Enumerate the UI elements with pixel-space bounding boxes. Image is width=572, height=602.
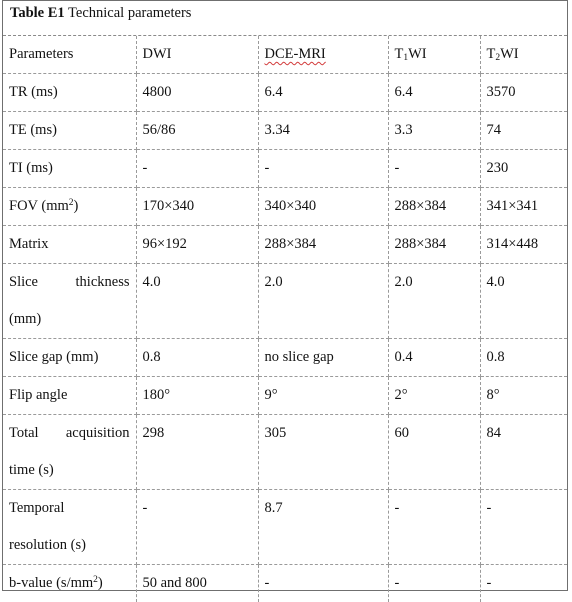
cell-t1: 6.4 — [388, 74, 480, 112]
table-row — [3, 188, 567, 226]
cell-t1: 3.3 — [388, 112, 480, 150]
row-label: Matrix — [3, 226, 136, 264]
table-caption — [3, 1, 567, 36]
cell-dce: 305 — [258, 415, 388, 490]
cell-t2: 74 — [480, 112, 567, 150]
cell-t1: 0.4 — [388, 339, 480, 377]
row-label: FOV $(mm^2)$ — [3, 188, 136, 226]
cell-dce: 288×384 — [258, 226, 388, 264]
table-row — [3, 74, 567, 112]
cell-t2: - — [480, 490, 567, 565]
cell-t1: - — [388, 150, 480, 188]
cell-t1: 60 — [388, 415, 480, 490]
row-label: TE (ms) — [3, 112, 136, 150]
cell-t2: 4.0 — [480, 264, 567, 339]
row-label: TI (ms) — [3, 150, 136, 188]
cell-t1: - — [388, 490, 480, 565]
cell-t2: 314×448 — [480, 226, 567, 264]
cell-dwi: 180° — [136, 377, 258, 415]
cell-t1: 2.0 — [388, 264, 480, 339]
header-t2wi: $T_2WI$ — [480, 36, 567, 74]
cell-dce: 8.7 — [258, 490, 388, 565]
cell-t1: - — [388, 565, 480, 602]
parameters-grid — [3, 36, 567, 602]
cell-t1: 288×384 — [388, 226, 480, 264]
technical-parameters-table — [2, 0, 568, 591]
cell-dce: 9° — [258, 377, 388, 415]
cell-t2: 84 — [480, 415, 567, 490]
cell-t1: 288×384 — [388, 188, 480, 226]
cell-dwi: 298 — [136, 415, 258, 490]
row-label: Temporal resolution (s) — [3, 490, 136, 565]
cell-dce: - — [258, 150, 388, 188]
cell-dwi: 4.0 — [136, 264, 258, 339]
table-row — [3, 490, 567, 565]
cell-dwi: - — [136, 490, 258, 565]
cell-t2: 341×341 — [480, 188, 567, 226]
cell-dwi: 96×192 — [136, 226, 258, 264]
cell-dce: 2.0 — [258, 264, 388, 339]
cell-dwi: 170×340 — [136, 188, 258, 226]
cell-dce: no slice gap — [258, 339, 388, 377]
table-row — [3, 339, 567, 377]
cell-dce: 6.4 — [258, 74, 388, 112]
caption-title: Technical parameters — [68, 5, 191, 21]
header-dwi: DWI — [136, 36, 258, 74]
row-label: TR (ms) — [3, 74, 136, 112]
cell-dwi: 56/86 — [136, 112, 258, 150]
row-label: b-value $(s/mm^2)$ — [3, 565, 136, 602]
cell-t1: 2° — [388, 377, 480, 415]
cell-t2: 0.8 — [480, 339, 567, 377]
cell-t2: 8° — [480, 377, 567, 415]
table-row — [3, 377, 567, 415]
table-row — [3, 565, 567, 602]
header-t1wi: $T_1WI$ — [388, 36, 480, 74]
table-row — [3, 112, 567, 150]
caption-label: Table E1 — [10, 5, 65, 21]
table-row — [3, 150, 567, 188]
cell-dwi: 50 and 800 — [136, 565, 258, 602]
cell-dce: 340×340 — [258, 188, 388, 226]
header-row — [3, 36, 567, 74]
header-dce-mri: DCE-MRI — [258, 36, 388, 74]
cell-dce: - — [258, 565, 388, 602]
cell-dce: 3.34 — [258, 112, 388, 150]
row-label: Slice thickness (mm) — [3, 264, 136, 339]
cell-dwi: 0.8 — [136, 339, 258, 377]
row-label: Flip angle — [3, 377, 136, 415]
header-parameters: Parameters — [3, 36, 136, 74]
row-label: Total acquisition time (s) — [3, 415, 136, 490]
cell-t2: 3570 — [480, 74, 567, 112]
table-row — [3, 415, 567, 490]
cell-dwi: - — [136, 150, 258, 188]
table-row — [3, 226, 567, 264]
cell-dwi: 4800 — [136, 74, 258, 112]
table-row — [3, 264, 567, 339]
cell-t2: 230 — [480, 150, 567, 188]
row-label: Slice gap (mm) — [3, 339, 136, 377]
cell-t2: - — [480, 565, 567, 602]
